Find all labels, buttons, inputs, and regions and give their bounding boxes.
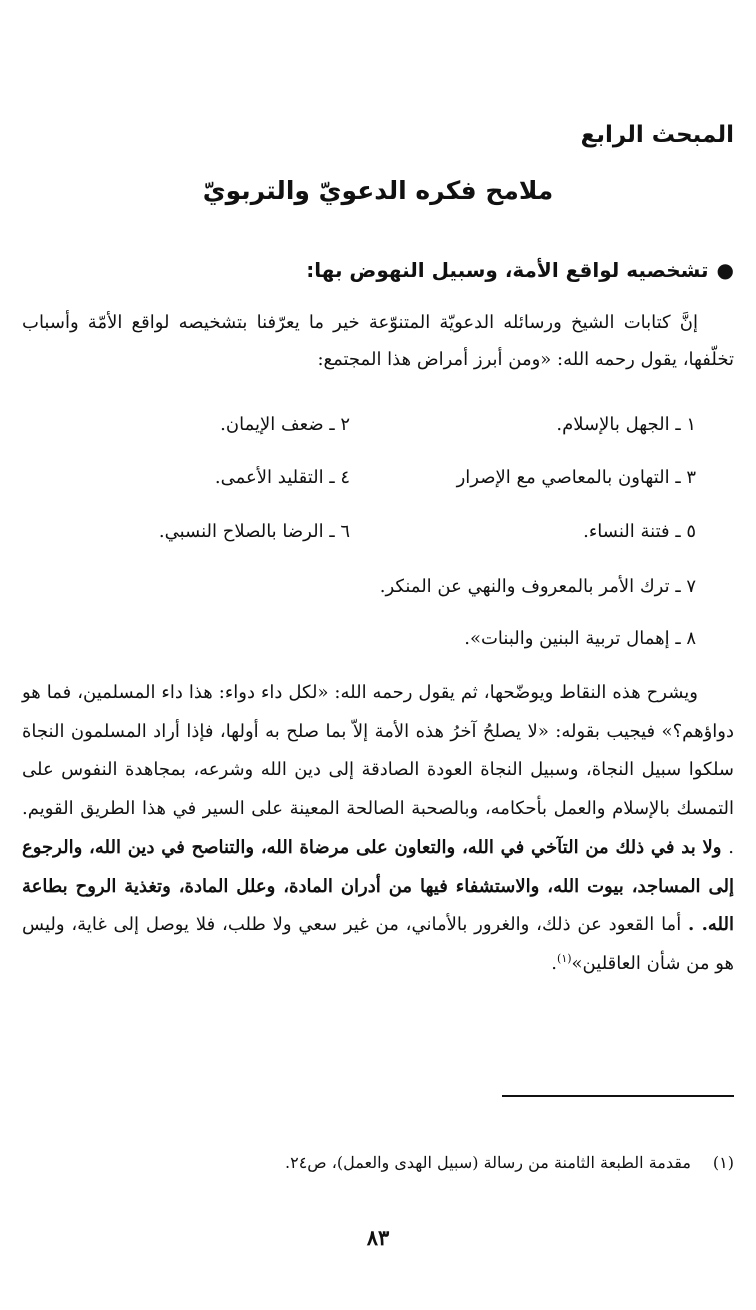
list-item: ٢ ـ ضعف الإيمان.: [220, 414, 350, 435]
remedy-bold-text: ولا بد في ذلك من التآخي في الله، والتعاون على مرضاة الله، والتناصح في دين الله، والرجوع إلى المساجد، بيوت الله، والاستشفاء فيها من أدران المادة، وعلل المادة، وتغذية الروح بطاعة الله. .: [22, 836, 734, 936]
intro-paragraph: إنَّ كتابات الشيخ ورسائله الدعويّة المتنوّعة خير ما يعرّفنا بتشخيصه لواقع الأمّة وأسباب تخلّفها، يقول رحمه الله: «ومن أبرز أمراض هذا المجتمع:: [22, 312, 734, 370]
footnote-divider: [502, 1095, 734, 1097]
ills-row: [56, 458, 696, 498]
page-number: ٨٣: [366, 1225, 390, 1250]
remedy-period: .: [551, 952, 558, 974]
section-heading-text: تشخصيه لواقع الأمة، وسبيل النهوض بها:: [306, 258, 709, 282]
chapter-heading: المبحث الرابع: [580, 122, 734, 148]
list-item: ١ ـ الجهل بالإسلام.: [556, 414, 696, 435]
footnote-text: مقدمة الطبعة الثامنة من رسالة (سبيل الهدى والعمل)، ص٢٤.: [285, 1153, 691, 1172]
section-heading: [306, 258, 734, 282]
footnote: [285, 1153, 734, 1172]
remedy-text: ويشرح هذه النقاط ويوضّحها، ثم يقول رحمه الله: «لكل داء دواء: هذا داء المسلمين، فما هو دواؤهم؟» فيجيب بقوله: «لا يصلحُ آخرُ هذه الأمة إلاّ بما صلح به أولها، فإذا أراد المسلمون النجاة سلكوا سبيل النجاة، وسبيل النجاة العودة الصادقة إلى دين الله وشرعه، بمجاهدة النفوس على التمسك بالإسلام والعمل بأحكامه، وبالصحبة الصالحة المعينة على السير في هذا الطريق القويم. .: [22, 682, 734, 858]
page-title: ملامح فكره الدعويّ والتربويّ: [202, 176, 554, 205]
footnote-reference[interactable]: (١): [557, 951, 572, 965]
ills-row: [56, 512, 696, 552]
list-item: ٣ ـ التهاون بالمعاصي مع الإصرار: [456, 467, 696, 488]
bullet-icon: ●: [716, 258, 734, 282]
footnote-number: (١): [712, 1153, 734, 1172]
list-item: ٧ ـ ترك الأمر بالمعروف والنهي عن المنكر.: [379, 576, 696, 597]
remedy-paragraph: [22, 674, 734, 984]
list-item: ٥ ـ فتنة النساء.: [583, 521, 696, 542]
list-item: ٦ ـ الرضا بالصلاح النسبي.: [158, 521, 350, 542]
ills-row: [56, 405, 696, 445]
list-item: ٨ ـ إهمال تربية البنين والبنات».: [464, 628, 696, 649]
list-item: ٤ ـ التقليد الأعمى.: [214, 467, 350, 488]
remedy-text-end: أما القعود عن ذلك، والغرور بالأماني، من غير سعي ولا طلب، فلا يوصل إلى غاية، وليس هو من شأن العاقلين»: [22, 914, 734, 974]
